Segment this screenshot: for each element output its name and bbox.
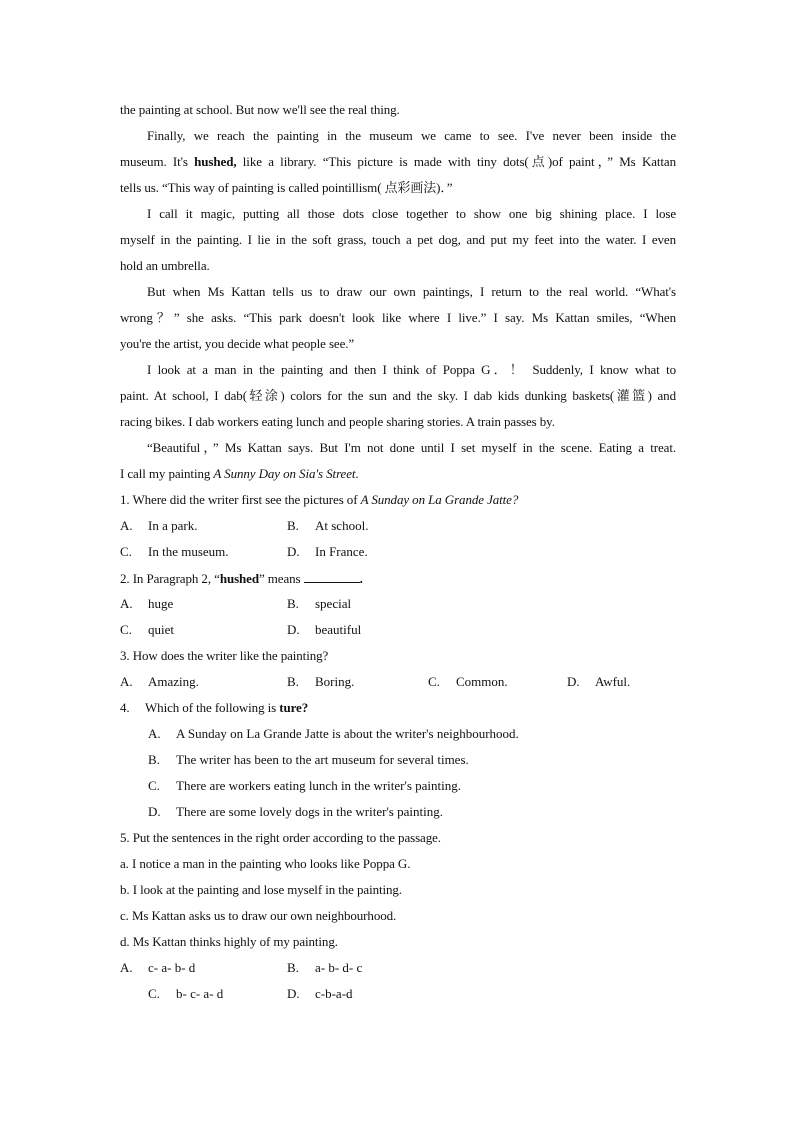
passage-line: But when Ms Kattan tells us to draw our own paintings, I return to the real world. “What's xyxy=(147,284,676,299)
passage-line: paint. At school, I dab(轻涂) colors for the sun and the sky. I dab kids dunking baskets(灌篮) and xyxy=(120,388,676,403)
passage-line: I call it magic, putting all those dots close together to show one big shining place. I lose xyxy=(147,206,676,221)
passage-line: I call my painting A Sunny Day on Sia's Street. xyxy=(120,466,359,481)
passage-line: racing bikes. I dab workers eating lunch and people sharing stories. A train passes by. xyxy=(120,414,555,429)
q4-option-a[interactable]: A. A Sunday on La Grande Jatte is about the writer's neighbourhood. xyxy=(148,726,519,741)
q1-option-a[interactable]: A. In a park. xyxy=(120,518,198,533)
q1-option-b[interactable]: B. At school. xyxy=(287,518,369,533)
q1-option-d[interactable]: D. In France. xyxy=(287,544,368,559)
q1-option-c[interactable]: C. In the museum. xyxy=(120,544,229,559)
painting-title: A Sunny Day on Sia's Street xyxy=(213,466,356,481)
question-5-stem: 5. Put the sentences in the right order according to the passage. xyxy=(120,830,441,845)
answer-blank[interactable] xyxy=(304,570,360,583)
passage-line: the painting at school. But now we'll see the real thing. xyxy=(120,102,400,117)
question-1-stem: 1. Where did the writer first see the pictures of A Sunday on La Grande Jatte? xyxy=(120,492,519,507)
q4-option-c[interactable]: C. There are workers eating lunch in the writer's painting. xyxy=(148,778,461,793)
passage-line: “Beautiful，” Ms Kattan says. But I'm not done until I set myself in the scene. Eating a treat. xyxy=(147,440,676,455)
q3-option-b[interactable]: B. Boring. xyxy=(287,674,355,689)
q5-sentence: d. Ms Kattan thinks highly of my painting. xyxy=(120,934,338,949)
passage-line: you're the artist, you decide what people see.” xyxy=(120,336,355,351)
q3-option-a[interactable]: A. Amazing. xyxy=(120,674,199,689)
q2-option-d[interactable]: D. beautiful xyxy=(287,622,362,637)
q2-option-b[interactable]: B. special xyxy=(287,596,352,611)
hushed-word: hushed, xyxy=(194,154,237,169)
passage-line: wrong？” she asks. “This park doesn't look like where I live.” I say. Ms Kattan smiles, “When xyxy=(120,310,676,325)
q3-option-c[interactable]: C. Common. xyxy=(428,674,508,689)
passage-line: I look at a man in the painting and then I think of Poppa G．！ Suddenly, I know what to xyxy=(147,362,676,377)
q5-option-a[interactable]: A. c- a- b- d xyxy=(120,960,196,975)
q5-option-d[interactable]: D. c-b-a-d xyxy=(287,986,353,1001)
q5-sentence: a. I notice a man in the painting who looks like Poppa G. xyxy=(120,856,411,871)
question-2-stem: 2. In Paragraph 2, “hushed” means . xyxy=(120,571,363,586)
question-4-stem: 4. Which of the following is ture? xyxy=(120,700,309,715)
q5-option-b[interactable]: B. a- b- d- c xyxy=(287,960,363,975)
passage-line: museum. It's hushed, like a library. “This picture is made with tiny dots(点)of paint，” Ms Kattan xyxy=(120,154,676,169)
passage-line: Finally, we reach the painting in the museum we came to see. I've never been inside the xyxy=(147,128,676,143)
passage-line: tells us. “This way of painting is called pointillism( 点彩画法)．” xyxy=(120,180,453,195)
q3-option-d[interactable]: D. Awful. xyxy=(567,674,631,689)
question-3-stem: 3. How does the writer like the painting? xyxy=(120,648,329,663)
passage-line: myself in the painting. I lie in the soft grass, touch a pet dog, and put my feet into the water. I even xyxy=(120,232,676,247)
q5-sentence: c. Ms Kattan asks us to draw our own neighbourhood. xyxy=(120,908,397,923)
q5-option-c[interactable]: C. b- c- a- d xyxy=(148,986,224,1001)
q2-option-a[interactable]: A. huge xyxy=(120,596,174,611)
q5-sentence: b. I look at the painting and lose myself in the painting. xyxy=(120,882,402,897)
q2-option-c[interactable]: C. quiet xyxy=(120,622,174,637)
passage-line: hold an umbrella. xyxy=(120,258,210,273)
q4-option-b[interactable]: B. The writer has been to the art museum for several times. xyxy=(148,752,469,767)
q4-option-d[interactable]: D. There are some lovely dogs in the writer's painting. xyxy=(148,804,443,819)
